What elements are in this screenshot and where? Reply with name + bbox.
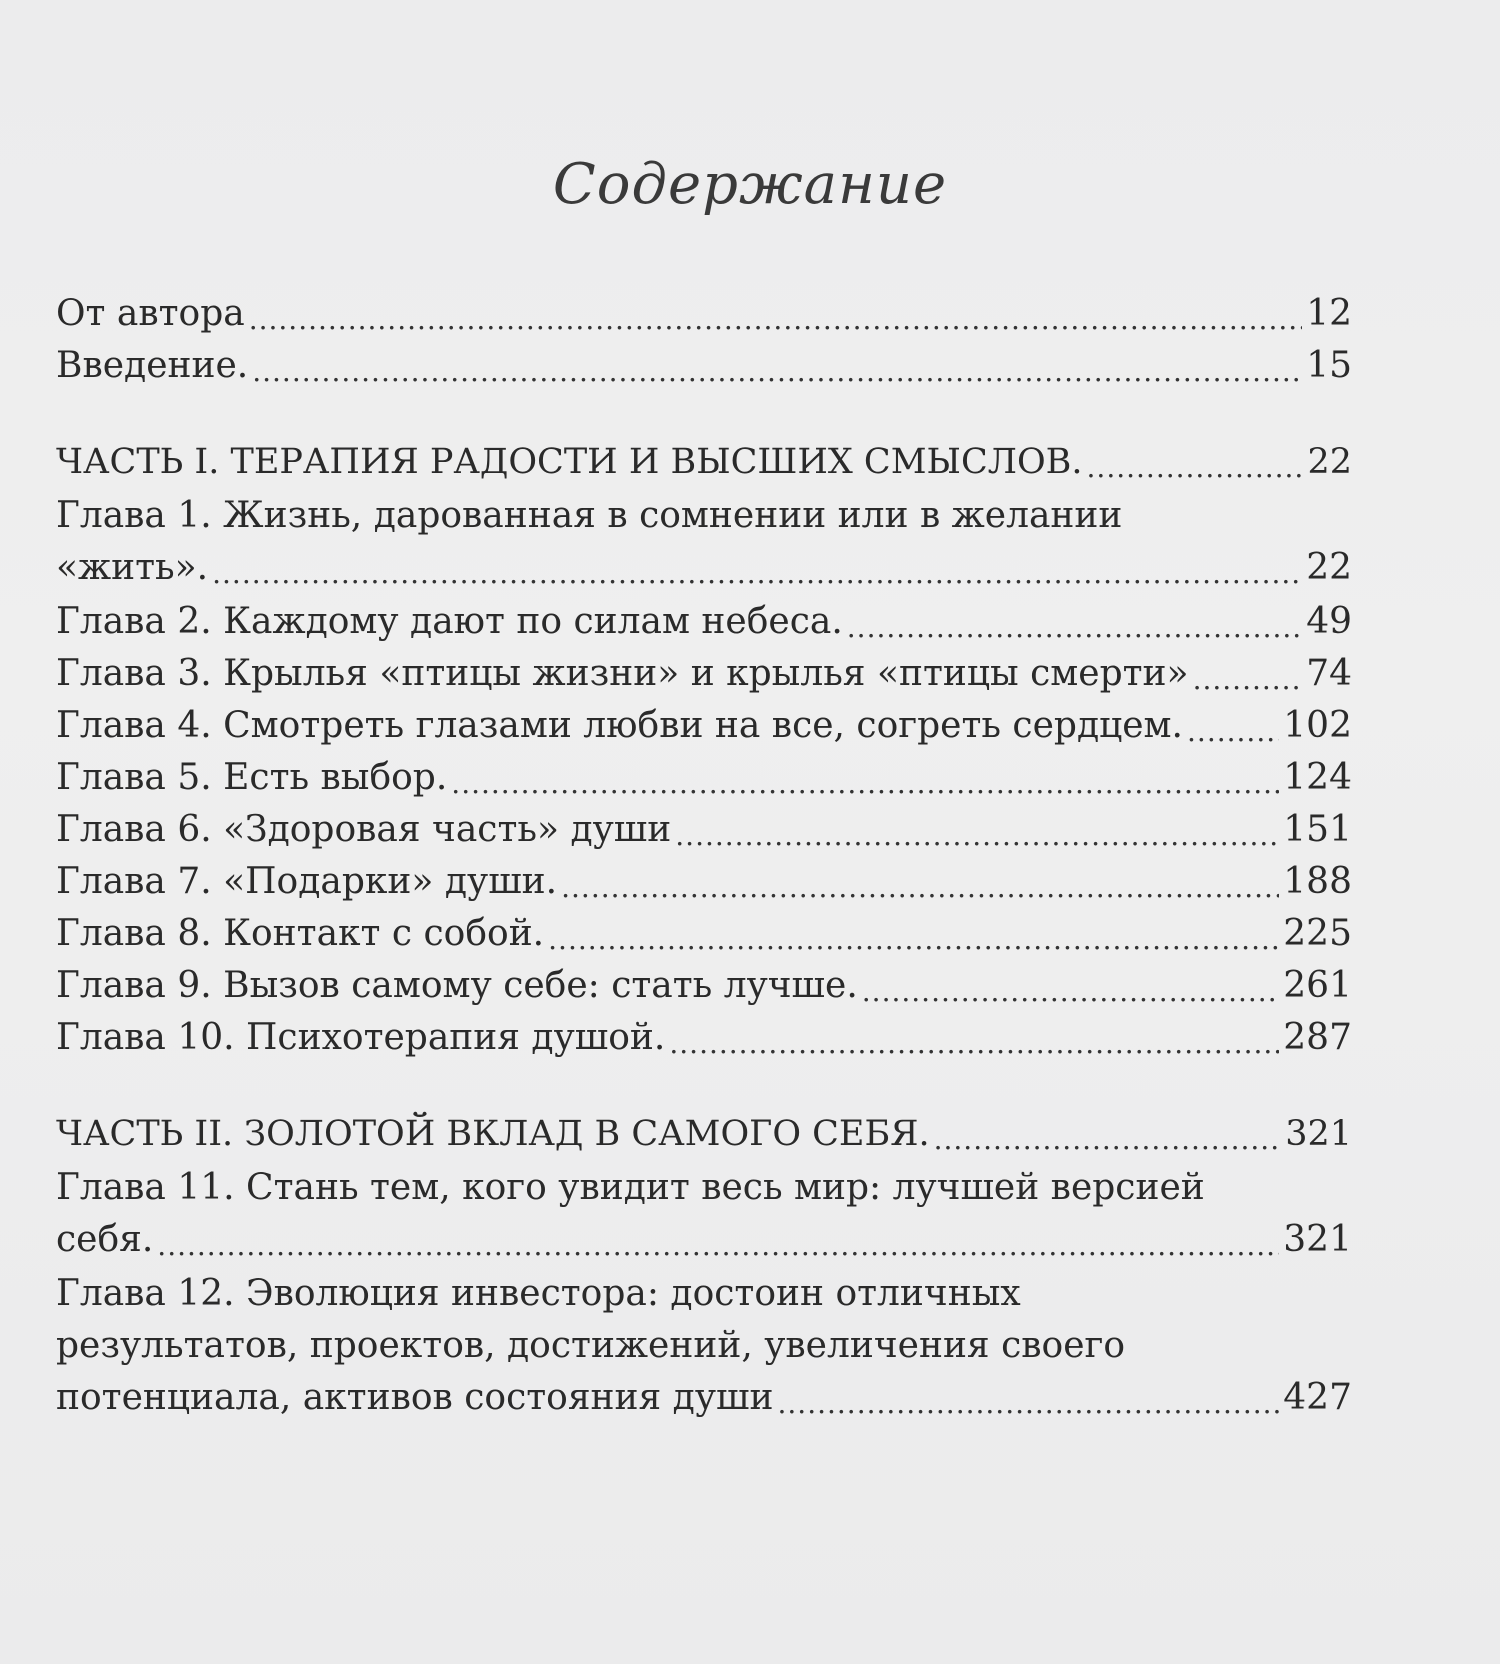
toc-part-heading bbox=[56, 436, 1352, 488]
toc-page-number: 22 bbox=[1306, 547, 1352, 588]
toc-entry-title: Глава 6. «Здоровая часть» души bbox=[56, 809, 672, 850]
toc-page-number: 188 bbox=[1283, 861, 1352, 902]
toc-entry-second-line: результатов, проектов, достижений, увеличения своего bbox=[56, 1325, 1126, 1366]
toc-entry bbox=[56, 596, 1352, 648]
toc-entry-title: ЧАСТЬ I. ТЕРАПИЯ РАДОСТИ И ВЫСШИХ СМЫСЛОВ. bbox=[56, 442, 1083, 482]
toc-page-number: 287 bbox=[1283, 1017, 1352, 1058]
dot-leader bbox=[669, 1012, 1279, 1064]
dot-leader bbox=[862, 960, 1280, 1012]
toc-entry-title: себя. bbox=[56, 1219, 154, 1260]
toc-page-number: 321 bbox=[1283, 1219, 1352, 1260]
toc-entry-title: Глава 2. Каждому дают по силам небеса. bbox=[56, 601, 843, 642]
toc-entry bbox=[56, 752, 1352, 804]
dot-leader bbox=[451, 752, 1279, 804]
toc-entry bbox=[56, 908, 1352, 960]
toc-entry-title: Глава 10. Психотерапия душой. bbox=[56, 1017, 666, 1058]
dot-leader bbox=[1187, 700, 1279, 752]
toc-entry bbox=[56, 648, 1352, 700]
dot-leader bbox=[212, 542, 1302, 594]
dot-leader bbox=[548, 908, 1279, 960]
dot-leader bbox=[157, 1214, 1279, 1266]
toc-page-number: 22 bbox=[1307, 442, 1352, 482]
toc-part-heading bbox=[56, 1108, 1352, 1160]
toc-page-number: 427 bbox=[1283, 1377, 1352, 1418]
dot-leader bbox=[249, 288, 1302, 340]
toc-entry-title: Глава 3. Крылья «птицы жизни» и крылья «птицы смерти» bbox=[56, 653, 1189, 694]
toc-entry bbox=[56, 1012, 1352, 1064]
toc-entry-title: ЧАСТЬ II. ЗОЛОТОЙ ВКЛАД В САМОГО СЕБЯ. bbox=[56, 1114, 930, 1154]
toc-entry-title: От автора bbox=[56, 293, 245, 334]
toc-entry-first-line: Глава 11. Стань тем, кого увидит весь мир: лучшей версией bbox=[56, 1167, 1205, 1208]
dot-leader bbox=[934, 1108, 1282, 1160]
toc-entry bbox=[56, 288, 1352, 340]
toc-entry bbox=[56, 856, 1352, 908]
toc-entry-title: Глава 4. Смотреть глазами любви на все, согреть сердцем. bbox=[56, 705, 1184, 746]
toc-entry-title: Введение. bbox=[56, 345, 249, 386]
toc-page-number: 151 bbox=[1283, 809, 1352, 850]
dot-leader bbox=[778, 1372, 1280, 1424]
toc-entry bbox=[56, 340, 1352, 392]
toc-entry bbox=[56, 804, 1352, 856]
toc-entry bbox=[56, 542, 1352, 594]
toc-entry bbox=[56, 960, 1352, 1012]
toc-entry-title: «жить». bbox=[56, 547, 209, 588]
dot-leader bbox=[1087, 436, 1304, 488]
toc-page-number: 124 bbox=[1283, 757, 1352, 798]
toc-entry bbox=[56, 700, 1352, 752]
dot-leader bbox=[847, 596, 1302, 648]
toc-entry-title: Глава 9. Вызов самому себе: стать лучше. bbox=[56, 965, 858, 1006]
toc-entry-title: потенциала, активов состояния души bbox=[56, 1377, 774, 1418]
dot-leader bbox=[1193, 648, 1303, 700]
toc-entry-first-line: Глава 1. Жизнь, дарованная в сомнении или в желании bbox=[56, 495, 1123, 536]
toc-page-number: 225 bbox=[1283, 913, 1352, 954]
toc-entry-title: Глава 7. «Подарки» души. bbox=[56, 861, 558, 902]
toc-page-number: 15 bbox=[1306, 345, 1352, 386]
page-title: Содержание bbox=[552, 152, 948, 217]
dot-leader bbox=[561, 856, 1279, 908]
toc-page-number: 261 bbox=[1283, 965, 1352, 1006]
toc-entry-title: Глава 5. Есть выбор. bbox=[56, 757, 448, 798]
toc-page-number: 74 bbox=[1306, 653, 1352, 694]
toc-entry-first-line: Глава 12. Эволюция инвестора: достоин отличных bbox=[56, 1273, 1021, 1314]
toc-entry-title: Глава 8. Контакт с собой. bbox=[56, 913, 545, 954]
toc-entry bbox=[56, 1214, 1352, 1266]
dot-leader bbox=[675, 804, 1279, 856]
toc-page-number: 12 bbox=[1306, 293, 1352, 334]
toc-page-number: 102 bbox=[1283, 705, 1352, 746]
toc-entry bbox=[56, 1372, 1352, 1424]
dot-leader bbox=[252, 340, 1302, 392]
toc-page-number: 49 bbox=[1306, 601, 1352, 642]
toc-page-number: 321 bbox=[1285, 1114, 1352, 1154]
